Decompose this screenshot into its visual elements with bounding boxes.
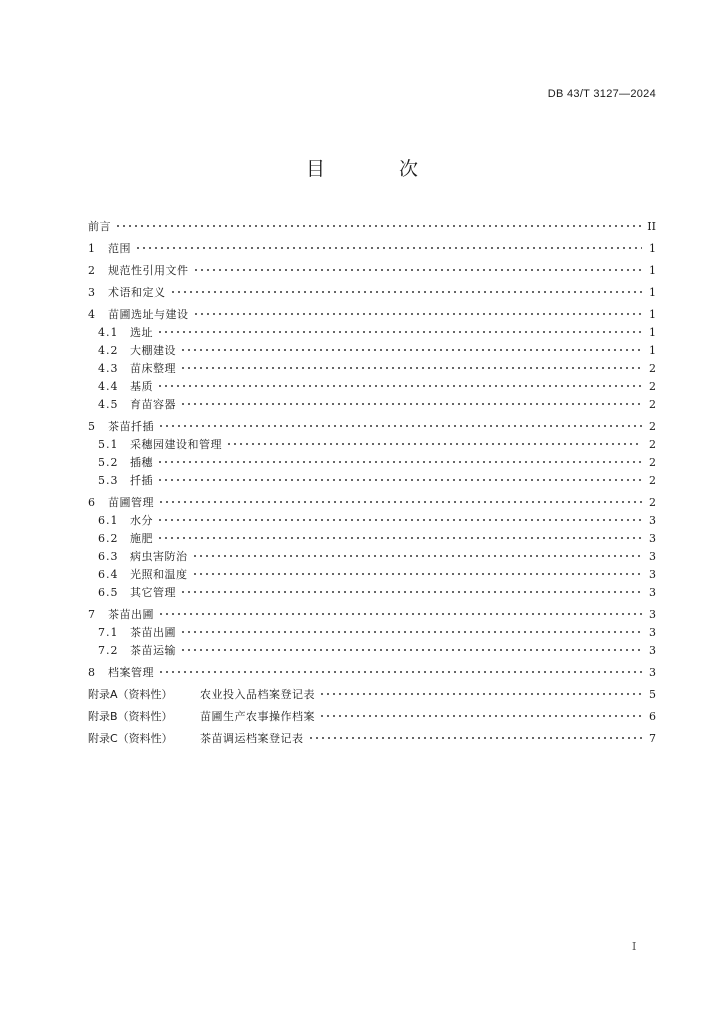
toc-entry-label: 农业投入品档案登记表 <box>200 688 315 701</box>
toc-dot-leader <box>180 348 642 352</box>
toc-dot-leader <box>158 424 642 428</box>
page-title: 目 次 <box>305 158 453 180</box>
toc-entry-number: 6.2 <box>98 532 119 545</box>
toc-entry-label: 病虫害防治 <box>130 550 188 563</box>
toc-entry-page: 1 <box>649 326 656 339</box>
toc-entry-page: 2 <box>649 496 656 509</box>
toc-entry-label: 选址 <box>130 326 153 339</box>
toc-appendix-prefix: 附录C（资料性） <box>88 732 173 745</box>
toc-entry-label: 施肥 <box>130 532 153 545</box>
toc-entry-page: 3 <box>649 608 656 621</box>
footer-page-number: I <box>632 940 637 953</box>
toc-dot-leader <box>319 692 642 696</box>
toc-dot-leader <box>157 460 642 464</box>
toc-entry[interactable] <box>88 512 656 530</box>
toc-entry-label: 前言 <box>88 220 111 233</box>
toc-dot-leader <box>157 536 642 540</box>
toc-appendix-prefix: 附录B（资料性） <box>88 710 173 723</box>
toc-entry-number: 3 <box>88 286 96 299</box>
toc-entry-number: 7.2 <box>98 644 119 657</box>
toc-entry[interactable] <box>88 664 656 682</box>
toc-entry[interactable] <box>88 262 656 280</box>
toc-entry-page: 1 <box>649 286 656 299</box>
toc-entry-page: 2 <box>649 474 656 487</box>
toc-entry-number: 6 <box>88 496 96 509</box>
toc-dot-leader <box>180 630 642 634</box>
table-of-contents <box>88 218 656 748</box>
toc-entry-number: 2 <box>88 264 96 277</box>
toc-entry-page: 5 <box>649 688 656 701</box>
toc-entry-number: 4.4 <box>98 380 119 393</box>
toc-dot-leader <box>193 312 643 316</box>
toc-entry-label: 术语和定义 <box>108 286 166 299</box>
toc-entry-label: 大棚建设 <box>130 344 176 357</box>
toc-entry-number: 4.5 <box>98 398 119 411</box>
toc-dot-leader <box>170 290 643 294</box>
toc-entry-label: 茶苗出圃 <box>130 626 176 639</box>
toc-entry-label: 插穗 <box>130 456 153 469</box>
standard-code: DB 43/T 3127—2024 <box>547 88 656 100</box>
toc-entry[interactable] <box>88 342 656 360</box>
toc-entry[interactable] <box>88 530 656 548</box>
toc-entry[interactable] <box>88 548 656 566</box>
toc-entry-page: 1 <box>649 308 656 321</box>
toc-dot-leader <box>135 246 642 250</box>
toc-entry-number: 4.2 <box>98 344 119 357</box>
toc-dot-leader <box>157 384 642 388</box>
toc-entry-number: 5.2 <box>98 456 119 469</box>
toc-entry-number: 6.3 <box>98 550 119 563</box>
toc-entry[interactable] <box>88 306 656 324</box>
toc-entry-page: 1 <box>649 264 656 277</box>
toc-entry-label: 采穗园建设和管理 <box>130 438 222 451</box>
toc-dot-leader <box>157 518 642 522</box>
toc-entry-page: 2 <box>649 420 656 433</box>
toc-entry-number: 8 <box>88 666 96 679</box>
toc-entry-number: 6.1 <box>98 514 119 527</box>
toc-entry[interactable] <box>88 584 656 602</box>
toc-entry-label: 规范性引用文件 <box>108 264 189 277</box>
toc-dot-leader <box>180 402 642 406</box>
toc-entry-page: 3 <box>649 666 656 679</box>
toc-entry-number: 7.1 <box>98 626 119 639</box>
toc-entry-label: 其它管理 <box>130 586 176 599</box>
toc-entry-label: 基质 <box>130 380 153 393</box>
toc-dot-leader <box>193 268 643 272</box>
toc-dot-leader <box>308 736 643 740</box>
toc-entry[interactable] <box>88 218 656 236</box>
toc-entry-label: 茶苗扦插 <box>108 420 154 433</box>
toc-entry[interactable] <box>88 686 656 704</box>
toc-entry-page: 7 <box>649 732 656 745</box>
toc-entry-number: 5.1 <box>98 438 119 451</box>
toc-entry-number: 4.1 <box>98 326 119 339</box>
toc-dot-leader <box>180 648 642 652</box>
toc-entry[interactable] <box>88 494 656 512</box>
toc-entry-page: 2 <box>649 362 656 375</box>
toc-entry-label: 茶苗出圃 <box>108 608 154 621</box>
toc-dot-leader <box>115 224 642 228</box>
toc-dot-leader <box>180 366 642 370</box>
toc-dot-leader <box>158 500 642 504</box>
toc-dot-leader <box>180 590 642 594</box>
toc-entry[interactable] <box>88 418 656 436</box>
toc-entry-number: 5 <box>88 420 96 433</box>
toc-entry[interactable] <box>88 454 656 472</box>
toc-dot-leader <box>157 330 642 334</box>
toc-entry-number: 4 <box>88 308 96 321</box>
toc-entry[interactable] <box>88 324 656 342</box>
toc-entry-number: 5.3 <box>98 474 119 487</box>
toc-entry-page: 1 <box>649 344 656 357</box>
toc-entry[interactable] <box>88 240 656 258</box>
toc-entry-number: 6.5 <box>98 586 119 599</box>
toc-entry-page: 3 <box>649 532 656 545</box>
toc-entry-number: 6.4 <box>98 568 119 581</box>
toc-entry[interactable] <box>88 730 656 748</box>
toc-entry-page: 1 <box>649 242 656 255</box>
toc-entry-number: 7 <box>88 608 96 621</box>
toc-entry-number: 1 <box>88 242 96 255</box>
toc-entry[interactable] <box>88 624 656 642</box>
toc-entry[interactable] <box>88 436 656 454</box>
toc-entry-label: 苗圃生产农事操作档案 <box>200 710 315 723</box>
toc-entry-label: 苗圃管理 <box>108 496 154 509</box>
toc-entry-label: 苗圃选址与建设 <box>108 308 189 321</box>
toc-entry-page: 3 <box>649 586 656 599</box>
toc-entry-page: 6 <box>649 710 656 723</box>
toc-dot-leader <box>192 554 643 558</box>
toc-entry[interactable] <box>88 708 656 726</box>
toc-entry-page: 2 <box>649 380 656 393</box>
toc-entry-page: 3 <box>649 568 656 581</box>
toc-dot-leader <box>158 670 642 674</box>
toc-entry[interactable] <box>88 396 656 414</box>
toc-entry-label: 茶苗运输 <box>130 644 176 657</box>
toc-dot-leader <box>226 442 642 446</box>
toc-entry-page: 2 <box>649 398 656 411</box>
toc-entry-number: 4.3 <box>98 362 119 375</box>
toc-dot-leader <box>192 572 643 576</box>
toc-entry-page: 3 <box>649 626 656 639</box>
toc-dot-leader <box>319 714 642 718</box>
toc-entry-label: 档案管理 <box>108 666 154 679</box>
toc-dot-leader <box>157 478 642 482</box>
toc-entry-label: 光照和温度 <box>130 568 188 581</box>
toc-entry[interactable] <box>88 378 656 396</box>
toc-entry-label: 苗床整理 <box>130 362 176 375</box>
toc-entry-page: II <box>647 220 656 233</box>
toc-entry[interactable] <box>88 566 656 584</box>
toc-entry-page: 3 <box>649 644 656 657</box>
toc-entry-label: 范围 <box>108 242 131 255</box>
toc-entry-page: 2 <box>649 438 656 451</box>
toc-entry[interactable] <box>88 642 656 660</box>
toc-entry-label: 育苗容器 <box>130 398 176 411</box>
toc-entry[interactable] <box>88 360 656 378</box>
toc-entry-label: 茶苗调运档案登记表 <box>200 732 304 745</box>
toc-entry-label: 扦插 <box>130 474 153 487</box>
toc-entry[interactable] <box>88 606 656 624</box>
toc-entry-page: 3 <box>649 514 656 527</box>
toc-entry[interactable] <box>88 472 656 490</box>
toc-entry[interactable] <box>88 284 656 302</box>
toc-entry-page: 2 <box>649 456 656 469</box>
toc-entry-label: 水分 <box>130 514 153 527</box>
toc-dot-leader <box>158 612 642 616</box>
toc-appendix-prefix: 附录A（资料性） <box>88 688 173 701</box>
toc-entry-page: 3 <box>649 550 656 563</box>
